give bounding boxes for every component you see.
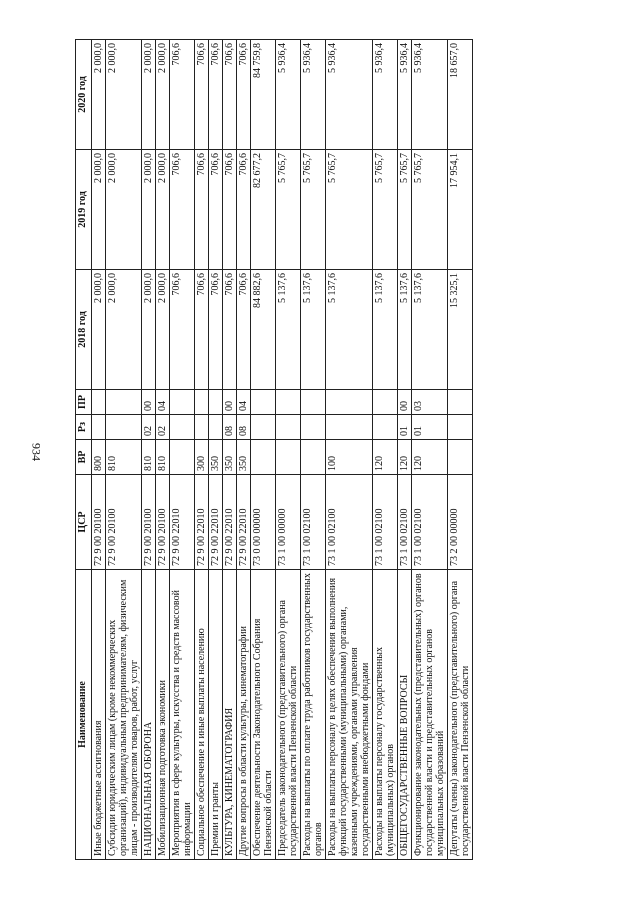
row-csr: 72 9 00 22010 [223,475,237,570]
row-value-2018: 706,6 [237,270,251,390]
row-csr: 72 9 00 20100 [156,475,170,570]
row-csr: 72 9 00 20100 [142,475,156,570]
row-vr: 810 [142,440,156,475]
row-vr: 120 [412,440,448,475]
row-value-2018: 5 137,6 [373,270,398,390]
row-csr: 73 1 00 02100 [301,475,326,570]
row-vr: 810 [156,440,170,475]
row-value-2019: 2 000,0 [156,150,170,270]
table-row [373,40,398,860]
header-rz: Рз [76,415,92,440]
row-rz: 08 [237,415,251,440]
row-pr [92,390,106,415]
row-value-2019: 5 765,7 [301,150,326,270]
row-value-2019: 17 954,1 [448,150,473,270]
row-name: Председатель законодательного (представительного) органа государственной власти Пензенской области [276,570,301,860]
row-rz [170,415,195,440]
row-value-2020: 5 936,4 [301,40,326,150]
row-vr [301,440,326,475]
row-rz [301,415,326,440]
row-rz: 01 [398,415,412,440]
row-pr: 00 [223,390,237,415]
row-value-2020: 2 000,0 [142,40,156,150]
row-value-2018: 15 325,1 [448,270,473,390]
row-vr [170,440,195,475]
page-number: 934 [29,443,44,461]
row-pr [170,390,195,415]
row-pr: 00 [398,390,412,415]
row-rz [448,415,473,440]
row-value-2018: 706,6 [209,270,223,390]
row-name: Другие вопросы в области культуры, кинематографии [237,570,251,860]
row-pr [301,390,326,415]
row-value-2018: 5 137,6 [276,270,301,390]
row-name: Мероприятия в сфере культуры, искусства и средств массовой информации [170,570,195,860]
row-value-2019: 5 765,7 [326,150,373,270]
row-vr: 100 [326,440,373,475]
row-value-2019: 2 000,0 [142,150,156,270]
row-name: Расходы на выплаты персоналу государственных (муниципальных) органов [373,570,398,860]
row-pr [373,390,398,415]
row-pr: 03 [412,390,448,415]
row-csr: 73 1 00 02100 [373,475,398,570]
row-value-2019: 5 765,7 [276,150,301,270]
row-vr: 800 [92,440,106,475]
row-value-2020: 5 936,4 [412,40,448,150]
row-name: ОБЩЕГОСУДАРСТВЕННЫЕ ВОПРОСЫ [398,570,412,860]
table-row [170,40,195,860]
row-csr: 72 9 00 22010 [170,475,195,570]
row-rz: 01 [412,415,448,440]
row-vr [276,440,301,475]
row-name: Расходы на выплаты по оплате труда работников государственных органов [301,570,326,860]
table-row [276,40,301,860]
row-value-2018: 2 000,0 [92,270,106,390]
row-value-2020: 706,6 [209,40,223,150]
header-name: Наименование [76,570,92,860]
row-pr: 04 [156,390,170,415]
rotated-table-container [75,40,555,860]
row-rz [373,415,398,440]
row-pr [276,390,301,415]
table-row [398,40,412,860]
row-value-2018: 5 137,6 [326,270,373,390]
row-vr: 350 [223,440,237,475]
row-vr: 120 [398,440,412,475]
row-value-2018: 706,6 [223,270,237,390]
table-row [195,40,209,860]
row-value-2020: 706,6 [237,40,251,150]
row-value-2020: 2 000,0 [106,40,142,150]
row-value-2018: 5 137,6 [412,270,448,390]
row-csr: 72 9 00 22010 [209,475,223,570]
row-name: НАЦИОНАЛЬНАЯ ОБОРОНА [142,570,156,860]
row-pr [251,390,276,415]
row-value-2020: 2 000,0 [92,40,106,150]
row-value-2018: 2 000,0 [106,270,142,390]
row-csr: 73 1 00 02100 [412,475,448,570]
table-header-row [76,40,92,860]
table-row [156,40,170,860]
row-value-2019: 5 765,7 [412,150,448,270]
row-pr [448,390,473,415]
row-value-2019: 706,6 [209,150,223,270]
table-row [223,40,237,860]
table-row [251,40,276,860]
row-name: КУЛЬТУРА, КИНЕМАТОГРАФИЯ [223,570,237,860]
row-rz: 02 [156,415,170,440]
row-value-2019: 2 000,0 [106,150,142,270]
row-value-2018: 5 137,6 [398,270,412,390]
row-name: Расходы на выплаты персоналу в целях обеспечения выполнения функций государственными (муниципальными) органами, казенными учреждениями, органами управления государственными внебюджетными фондами [326,570,373,860]
row-name: Социальное обеспечение и иные выплаты населению [195,570,209,860]
row-value-2020: 5 936,4 [326,40,373,150]
table-row [412,40,448,860]
row-name: Депутаты (члены) законодательного (представительного) органа государственной власти Пензенской области [448,570,473,860]
row-value-2020: 2 000,0 [156,40,170,150]
budget-table [75,39,473,860]
row-csr: 73 0 00 00000 [251,475,276,570]
row-rz [106,415,142,440]
row-vr: 810 [106,440,142,475]
row-csr: 73 1 00 02100 [398,475,412,570]
row-rz [326,415,373,440]
row-value-2019: 5 765,7 [398,150,412,270]
row-name: Мобилизационная подготовка экономики [156,570,170,860]
row-value-2019: 2 000,0 [92,150,106,270]
row-value-2020: 5 936,4 [373,40,398,150]
row-csr: 72 9 00 22010 [237,475,251,570]
row-vr: 120 [373,440,398,475]
row-value-2019: 706,6 [170,150,195,270]
row-vr: 350 [237,440,251,475]
row-value-2018: 84 882,6 [251,270,276,390]
row-pr [209,390,223,415]
header-2018: 2018 год [76,270,92,390]
row-rz: 08 [223,415,237,440]
row-value-2018: 5 137,6 [301,270,326,390]
header-2019: 2019 год [76,150,92,270]
row-value-2018: 2 000,0 [156,270,170,390]
row-value-2019: 5 765,7 [373,150,398,270]
row-value-2019: 706,6 [195,150,209,270]
row-pr [106,390,142,415]
row-rz [276,415,301,440]
row-value-2018: 706,6 [170,270,195,390]
row-rz: 02 [142,415,156,440]
row-value-2020: 706,6 [195,40,209,150]
row-vr: 350 [209,440,223,475]
row-value-2020: 84 759,8 [251,40,276,150]
row-name: Премии и гранты [209,570,223,860]
table-row [142,40,156,860]
row-csr: 72 9 00 22010 [195,475,209,570]
row-name: Функционирование законодательных (представительных) органов государственной власти и представительных органов муниципальных образований [412,570,448,860]
row-csr: 72 9 00 20100 [92,475,106,570]
header-2020: 2020 год [76,40,92,150]
row-pr [326,390,373,415]
row-csr: 73 1 00 00000 [276,475,301,570]
table-row [301,40,326,860]
row-pr: 04 [237,390,251,415]
table-row [209,40,223,860]
table-row [237,40,251,860]
row-pr: 00 [142,390,156,415]
row-csr: 73 1 00 02100 [326,475,373,570]
row-value-2019: 706,6 [223,150,237,270]
row-name: Обеспечение деятельности Законодательного Собрания Пензенской области [251,570,276,860]
row-value-2020: 5 936,4 [276,40,301,150]
table-row [106,40,142,860]
header-csr: ЦСР [76,475,92,570]
row-csr: 73 2 00 00000 [448,475,473,570]
table-row [326,40,373,860]
row-value-2019: 82 677,2 [251,150,276,270]
row-value-2019: 706,6 [237,150,251,270]
row-rz [92,415,106,440]
header-pr: ПР [76,390,92,415]
table-row [448,40,473,860]
row-rz [209,415,223,440]
row-rz [195,415,209,440]
row-pr [195,390,209,415]
row-csr: 72 9 00 20100 [106,475,142,570]
header-vr: ВР [76,440,92,475]
row-value-2020: 18 657,0 [448,40,473,150]
row-name: Иные бюджетные ассигнования [92,570,106,860]
row-vr [448,440,473,475]
row-value-2018: 706,6 [195,270,209,390]
row-rz [251,415,276,440]
row-value-2020: 706,6 [170,40,195,150]
row-value-2018: 2 000,0 [142,270,156,390]
row-vr [251,440,276,475]
row-name: Субсидии юридическим лицам (кроме некоммерческих организаций), индивидуальным предпринимателям, физическим лицам - производителям товаров, работ, услуг [106,570,142,860]
table-row [92,40,106,860]
row-value-2020: 706,6 [223,40,237,150]
row-vr: 300 [195,440,209,475]
row-value-2020: 5 936,4 [398,40,412,150]
